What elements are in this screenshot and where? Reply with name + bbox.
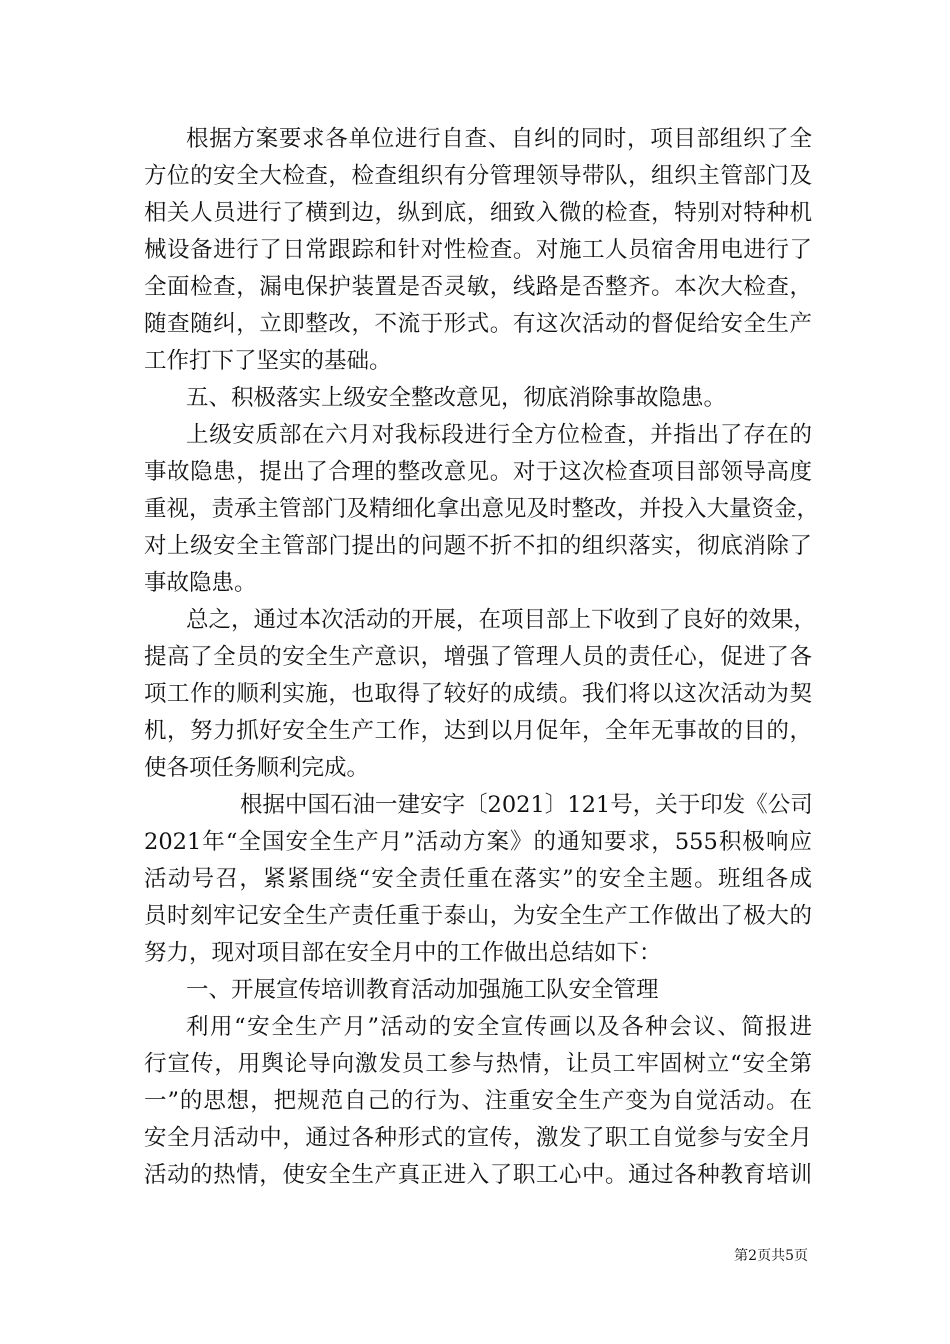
paragraph — [144, 972, 812, 1009]
text-line: 相关人员进行了横到边，纵到底，细致入微的检查，特别对特种机 — [144, 200, 812, 226]
text-line: 项工作的顺利实施，也取得了较好的成绩。我们将以这次活动为契 — [144, 681, 812, 707]
text-line: 根据中国石油一建安字〔2021〕121号，关于印发《公司 — [240, 792, 813, 818]
text-line: 活动的热情，使安全生产真正进入了职工心中。通过各种教育培训 — [144, 1162, 812, 1188]
text-line: 上级安质部在六月对我标段进行全方位检查，并指出了存在的 — [186, 422, 812, 448]
text-line: 2021年“全国安全生产月”活动方案》的通知要求，555积极响应 — [144, 829, 812, 855]
text-line: 总之，通过本次活动的开展，在项目部上下收到了良好的效果， — [186, 607, 817, 633]
text-line: 根据方案要求各单位进行自查、自纠的同时，项目部组织了全 — [186, 126, 812, 152]
text-line: 重视，责承主管部门及精细化拿出意见及时整改，并投入大量资金， — [144, 496, 820, 522]
text-line: 努力，现对项目部在安全月中的工作做出总结如下： — [144, 940, 662, 966]
paragraph — [144, 1009, 812, 1194]
paragraph — [144, 787, 812, 972]
text-line: 机，努力抓好安全生产工作，达到以月促年，全年无事故的目的， — [144, 718, 812, 744]
paragraph — [144, 121, 812, 380]
text-line: 员时刻牢记安全生产责任重于泰山，为安全生产工作做出了极大的 — [144, 903, 812, 929]
text-line: 事故隐患，提出了合理的整改意见。对于这次检查项目部领导高度 — [144, 459, 812, 485]
text-line: 安全月活动中，通过各种形式的宣传，激发了职工自觉参与安全月 — [144, 1125, 812, 1151]
text-line: 方位的安全大检查，检查组织有分管理领导带队，组织主管部门及 — [144, 163, 812, 189]
text-line: 使各项任务顺利完成。 — [144, 755, 370, 781]
text-line: 一、开展宣传培训教育活动加强施工队安全管理 — [186, 977, 659, 1003]
paragraph — [144, 380, 812, 417]
text-line: 对上级安全主管部门提出的问题不折不扣的组织落实，彻底消除了 — [144, 533, 812, 559]
text-line: 工作打下了坚实的基础。 — [144, 348, 392, 374]
text-line: 行宣传，用舆论导向激发员工参与热情，让员工牢固树立“安全第 — [144, 1051, 812, 1077]
text-line: 械设备进行了日常跟踪和针对性检查。对施工人员宿舍用电进行了 — [144, 237, 812, 263]
text-line: 提高了全员的安全生产意识，增强了管理人员的责任心，促进了各 — [144, 644, 812, 670]
paragraph — [144, 417, 820, 602]
text-line: 全面检查，漏电保护装置是否灵敏，线路是否整齐。本次大检查， — [144, 274, 812, 300]
text-line: 随查随纠，立即整改，不流于形式。有这次活动的督促给安全生产 — [144, 311, 812, 337]
text-line: 活动号召，紧紧围绕“安全责任重在落实”的安全主题。班组各成 — [144, 866, 812, 892]
document-body — [144, 121, 820, 1194]
text-line: 事故隐患。 — [144, 570, 257, 596]
text-line: 五、积极落实上级安全整改意见，彻底消除事故隐患。 — [186, 385, 727, 411]
paragraph — [144, 602, 817, 787]
page-number: 第2页共5页 — [734, 1248, 808, 1264]
text-line: 一”的思想，把规范自己的行为、注重安全生产变为自觉活动。在 — [144, 1088, 812, 1114]
text-line: 利用“安全生产月”活动的安全宣传画以及各种会议、简报进 — [186, 1014, 812, 1040]
